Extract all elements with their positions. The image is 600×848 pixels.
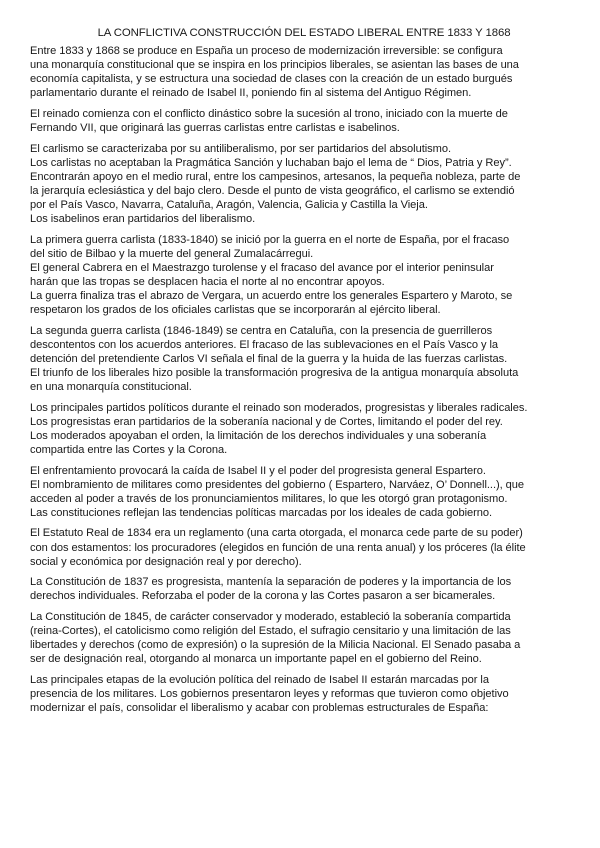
text-line: La segunda guerra carlista (1846-1849) se centra en Cataluña, con la presencia de guerrilleros — [30, 324, 493, 337]
paragraph — [30, 324, 578, 394]
paragraph — [30, 673, 578, 715]
paragraph — [30, 401, 578, 457]
text-line: Los isabelinos eran partidarios del liberalismo. — [30, 213, 256, 226]
text-line: Los carlistas no aceptaban la Pragmática Sanción y luchaban bajo el lema de “ Dios, Patria y Rey”. — [30, 156, 512, 169]
text-line: La Constitución de 1845, de carácter conservador y moderado, estableció la soberanía compartida — [30, 610, 511, 623]
text-line: Las constituciones reflejan las tendencias políticas marcadas por los ideales de cada gobierno. — [30, 506, 493, 519]
text-line: del sitio de Bilbao y la muerte del general Zumalacárregui. — [30, 247, 314, 260]
text-line: descontentos con los acuerdos anteriores. El fracaso de las sublevaciones en el País Vasco y la — [30, 338, 499, 351]
text-line: Fernando VII, que originará las guerras carlistas entre carlistas e isabelinos. — [30, 121, 400, 134]
text-line: Los principales partidos políticos durante el reinado son moderados, progresistas y liberales radicales. — [30, 401, 528, 414]
text-line: El general Cabrera en el Maestrazgo turolense y el fracaso del avance por el interior peninsular — [30, 261, 494, 274]
paragraph — [30, 464, 578, 506]
text-line: ser de designación real, otorgando al monarca un importante papel en el gobierno del Reino. — [30, 653, 482, 666]
paragraph — [30, 212, 578, 226]
text-line: La Constitución de 1837 es progresista, mantenía la separación de poderes y la importancia de los — [30, 576, 512, 589]
paragraph — [30, 526, 578, 568]
text-line: con dos estamentos: los procuradores (elegidos en función de una renta anual) y los próceres (la élite — [30, 541, 526, 554]
text-line: presencia de los militares. Los gobiernos presentaron leyes y reformas que tuvieron como objetivo — [30, 687, 509, 700]
text-line: Las principales etapas de la evolución política del reinado de Isabel II estarán marcadas por la — [30, 673, 489, 686]
text-line: acceden al poder a través de los pronunciamientos militares, lo que les otorgó gran protagonismo. — [30, 492, 508, 505]
text-line: (reina-Cortes), el catolicismo como religión del Estado, el sufragio censitario y una limitación de las — [30, 624, 511, 637]
paragraph — [30, 233, 578, 318]
text-line: La primera guerra carlista (1833-1840) se inició por la guerra en el norte de España, por el fracaso — [30, 233, 510, 246]
text-line: una monarquía constitucional que se inspira en los principios liberales, se asientan las bases de una — [30, 59, 519, 72]
text-line: respetaron los grados de los oficiales carlistas que se incorporarán al ejército liberal. — [30, 304, 441, 317]
text-line: harán que las tropas se desplacen hacia el norte al no encontrar apoyos. — [30, 275, 385, 288]
paragraph — [30, 575, 578, 603]
text-line: derechos individuales. Reforzaba el poder de la corona y las Cortes pasaron a ser bicamerales. — [30, 590, 496, 603]
text-line: El nombramiento de militares como presidentes del gobierno ( Espartero, Narváez, O’ Donnell...), que — [30, 478, 525, 491]
paragraph — [30, 44, 578, 100]
text-line: por el País Vasco, Navarra, Cataluña, Aragón, Valencia, Galicia y Castilla la Vieja. — [30, 198, 428, 211]
text-line: El Estatuto Real de 1834 era un reglamento (una carta otorgada, el monarca cede parte de su poder) — [30, 527, 523, 540]
text-line: Los moderados apoyaban el orden, la limitación de los derechos individuales y una soberanía — [30, 429, 487, 442]
text-line: compartida entre las Cortes y la Corona. — [30, 443, 228, 456]
document-page — [30, 26, 578, 722]
document-body — [30, 44, 578, 715]
text-line: libertades y derechos (como de expresión) o la supresión de la Milicia Nacional. El Senado pasaba a — [30, 639, 521, 652]
paragraph — [30, 107, 578, 135]
text-line: detención del pretendiente Carlos VI señala el final de la guerra y la huida de las fuerzas carlistas. — [30, 352, 508, 365]
text-line: social y económica por designación real y por derecho). — [30, 555, 302, 568]
text-line: El triunfo de los liberales hizo posible la transformación progresiva de la antigua monarquía absoluta — [30, 366, 519, 379]
text-line: Entre 1833 y 1868 se produce en España un proceso de modernización irreversible: se configura — [30, 45, 503, 57]
text-line: El enfrentamiento provocará la caída de Isabel II y el poder del progresista general Espartero. — [30, 464, 486, 477]
text-line: El carlismo se caracterizaba por su antiliberalismo, por ser partidarios del absolutismo. — [30, 142, 451, 155]
text-line: la jerarquía eclesiástica y del bajo clero. Desde el punto de vista geográfico, el carlismo se extendió — [30, 184, 515, 197]
text-line: La guerra finaliza tras el abrazo de Vergara, un acuerdo entre los generales Espartero y Maroto, se — [30, 290, 513, 302]
text-line: parlamentario durante el reinado de Isabel II, poniendo fin al sistema del Antiguo Régimen. — [30, 87, 472, 100]
paragraph — [30, 610, 578, 666]
text-line: Los progresistas eran partidarios de la soberanía nacional y de Cortes, limitando el poder del rey. — [30, 415, 503, 428]
text-line: economía capitalista, y se estructura una sociedad de clases con la creación de un estado burgués — [30, 73, 513, 86]
paragraph — [30, 506, 578, 520]
text-line: Encontrarán apoyo en el medio rural, entre los campesinos, artesanos, la pequeña nobleza, parte de — [30, 170, 521, 183]
text-line: modernizar el país, consolidar el liberalismo y acabar con problemas estructurales de España: — [30, 701, 489, 714]
text-line: en una monarquía constitucional. — [30, 381, 192, 394]
document-title: LA CONFLICTIVA CONSTRUCCIÓN DEL ESTADO LIBERAL ENTRE 1833 Y 1868 — [97, 27, 511, 39]
paragraph — [30, 142, 578, 212]
text-line: El reinado comienza con el conflicto dinástico sobre la sucesión al trono, iniciado con la muerte de — [30, 107, 508, 120]
